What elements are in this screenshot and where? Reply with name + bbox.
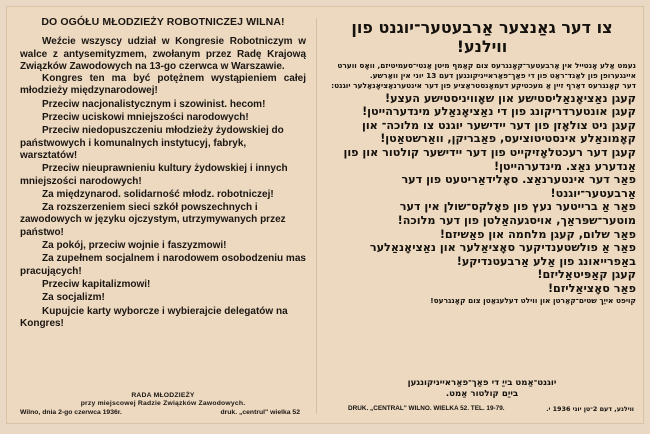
polish-footer-date: Wilno, dnia 2-go czerwca 1936r. bbox=[20, 409, 122, 416]
yiddish-slogan: פאַר שלום, קעגן מלחמה און פאַשיזם! bbox=[439, 227, 636, 241]
yiddish-signature bbox=[328, 378, 636, 399]
yiddish-signature-org: יוגנט־אַמט בייַ די פאַך־פאַראייניקונגען bbox=[407, 378, 557, 388]
polish-signature bbox=[20, 392, 306, 408]
polish-intro: Weźcie wszyscy udział w Kongresie Robotniczym w walce z antysemityzmem, zwołanym przez Radę Krajową Związków Zawodowych na 13-go czerwca w Warszawie. bbox=[20, 36, 306, 72]
polish-slogan: Przeciw uciskowi mniejszości narodowych! bbox=[42, 112, 249, 124]
yiddish-signature-sub: בייַם קולטור אַמט. bbox=[445, 388, 519, 399]
yiddish-column bbox=[328, 18, 636, 414]
yiddish-slogan: קעגן דער רעכטלאָזיקייט פון דער יידישער קולטור און פון אַנדערע נאַצ. מינדערהייטן! bbox=[343, 145, 636, 173]
polish-footer-printer: druk. „centrul" wielka 52 bbox=[220, 409, 300, 416]
polish-signature-sub: przy miejscowej Radzie Związków Zawodowych. bbox=[80, 400, 246, 407]
polish-slogan: Za zupełnem socjalnem i narodowem osobodzeniu mas pracujących! bbox=[20, 253, 306, 277]
polish-slogan: Za pokój, przeciw wojnie i faszyzmowi! bbox=[42, 240, 227, 252]
yiddish-slogan: פאַר דער אינטערנאַצ. סאָלידאַריטעט פון דער אַרבעטער־יוגנט! bbox=[401, 173, 636, 200]
yiddish-slogan: קעגן נאַציאָנאַליסטישע און שאָוויניסטישע העצע! bbox=[385, 91, 636, 105]
yiddish-footer-date: ווילנע, דעם 2־טן יוני 1936 י. bbox=[546, 405, 634, 413]
polish-signature-org: RADA MŁODZIEŻY bbox=[131, 392, 195, 399]
polish-closing: Kupujcie karty wyborcze i wybierajcie delegatów na Kongres! bbox=[20, 305, 288, 329]
polish-column bbox=[20, 16, 306, 416]
yiddish-intro: נעמט אַלע אָנטייל אין אַרבעטער־קאָנגרעס צום קאַמף מיטן אַנטי־סעמיטיזם, וואָס ווערט איינגערופן פון לאַנד־ראַט פון די פאַך־פאַראייניקונגען דעם 13 יוני אין וואַרשע. bbox=[337, 61, 636, 81]
yiddish-footer-printer: DRUK. „CENTRAL" WILNO. WIELKA 52. TEL. 19-79. bbox=[348, 405, 505, 412]
yiddish-slogan: פאַר אַ פולשטענדיקער סאָציאַלער און נאַציאָנאַלער באַפרייאונג פון אַלע אַרבעטנדיקע! bbox=[369, 241, 636, 268]
polish-slogan: Przeciw niedopuszczeniu młodzieży żydowskiej do państwowych i komunalnych instytucyj, fabryk, warsztatów! bbox=[20, 125, 284, 161]
polish-slogan: Przeciw kapitalizmowi! bbox=[42, 278, 151, 290]
polish-intro-2: Kongres ten ma być potężnem wystąpieniem całej młodzieży międzynarodowej! bbox=[20, 73, 306, 97]
yiddish-closing: קויפט אייַך שטים־קאַרטן און ווילט דעלעגאַטן צום קאָנגרעס! bbox=[430, 295, 636, 305]
polish-slogan: Przeciw nieuprawnieniu kultury żydowskiej i innych mniejszości narodowych! bbox=[20, 163, 288, 187]
yiddish-slogan: קעגן קאַפּיטאַליזם! bbox=[537, 268, 636, 282]
leaflet-sheet bbox=[6, 6, 644, 424]
polish-slogan: Przeciw nacjonalistycznym i szowinist. hecom! bbox=[42, 98, 266, 110]
yiddish-intro-2: דער קאָנגרעס דאַרף זיין אַ מעכטיקע דעמאָנסטראַציע פון דער אינטערנאַציאָנאַלער יוגנט: bbox=[331, 81, 636, 91]
yiddish-slogan: קעגן אונטערדריקונג פון די נאַציאָנאַלע מינדערהייטן! bbox=[362, 105, 636, 119]
yiddish-slogan: פאַר אַ ברייטער נעץ פון פאָלקס־שולן אין דער מוטער־שפּראַך, אויסגעהאַלטן פון דער מלוכה! bbox=[397, 200, 636, 227]
polish-slogan: Za socjalizm! bbox=[42, 292, 105, 304]
yiddish-slogan: קעגן ניט צולאָזן פון דער יידישער יוגנט צו מלוכה־ און קאָמונאַלע אינסטיטוציעס, פאַבריקן, וואַרשטאַטן! bbox=[362, 118, 636, 146]
polish-slogan: Za międzynarod. solidarność młodz. robotniczej! bbox=[42, 188, 274, 200]
column-divider bbox=[316, 18, 317, 414]
polish-slogan: Za rozszerzeniem sieci szkół powszechnych i zawodowych w języku ojczystym, utrzymywanych przez państwo! bbox=[20, 202, 286, 238]
yiddish-slogan: פאַר סאָציאַליזם! bbox=[547, 281, 636, 295]
polish-title: DO OGÓŁU MŁODZIEŻY ROBOTNICZEJ WILNA! bbox=[41, 16, 285, 28]
yiddish-title: צו דער גאַנצער אַרבעטער־יוגנט פון ווילנע! bbox=[351, 18, 613, 56]
